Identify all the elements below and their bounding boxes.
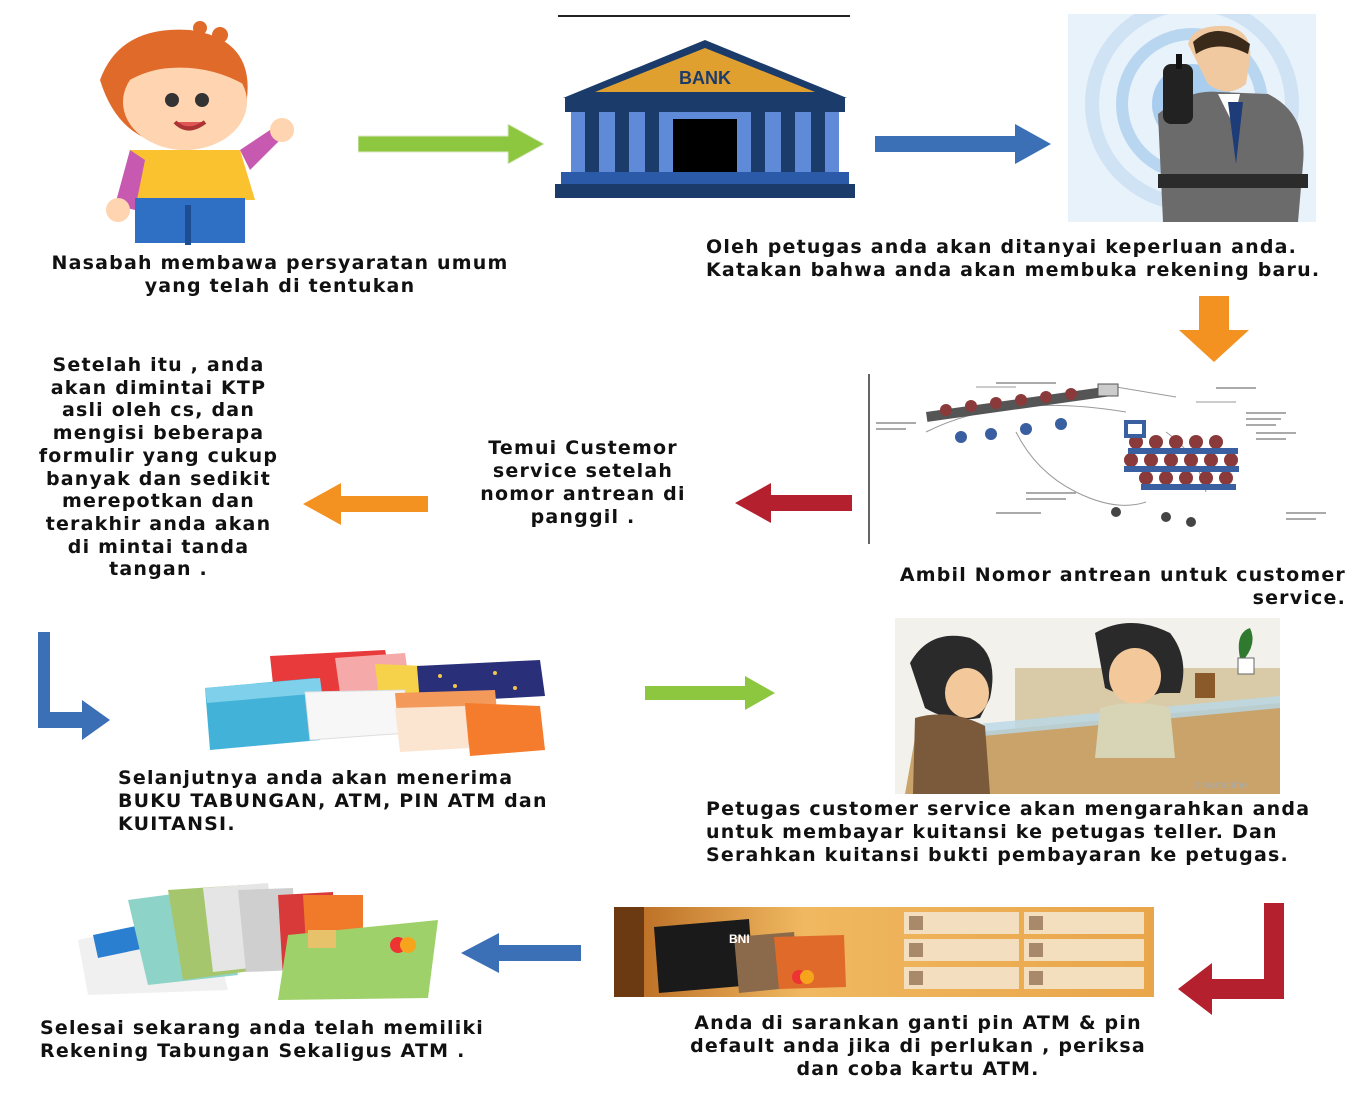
step3-caption: Ambil Nomor antrean untuk customer service. <box>899 564 1346 609</box>
passbooks-illustration <box>195 648 550 760</box>
step2-caption: Oleh petugas anda akan ditanyai keperluan anda. Katakan bahwa anda akan membuka rekening baru. <box>706 236 1321 281</box>
arrow-right-green-1 <box>358 124 544 164</box>
watermark-text: dreamstime <box>1195 780 1248 791</box>
step8-caption: Anda di sarankan ganti pin ATM & pin default anda jika di perlukan , periksa dan coba kartu ATM. <box>690 1012 1146 1080</box>
security-guard-illustration <box>1068 14 1316 222</box>
arrow-elbow-red <box>1178 903 1284 1015</box>
step5-caption: Setelah itu , anda akan dimintai KTP asli oleh cs, dan mengisi beberapa formulir yang cukup banyak dan sedikit merepotkan dan terakhir anda akan di mintai tanda tangan . <box>38 354 279 581</box>
bank-illustration <box>555 14 855 206</box>
queue-diagram-illustration <box>866 372 1336 547</box>
step9-caption: Selesai sekarang anda telah memiliki Rekening Tabungan Sekaligus ATM . <box>40 1017 485 1062</box>
step4-caption: Temui Custemor service setelah nomor antrean di panggil . <box>480 437 686 528</box>
arrow-left-blue <box>461 933 581 973</box>
arrow-right-green-2 <box>645 676 775 710</box>
step7-caption: Petugas customer service akan mengarahkan anda untuk membayar kuitansi ke petugas teller. Dan Serahkan kuitansi bukti pembayaran ke petugas. <box>706 798 1311 866</box>
child-illustration <box>60 20 330 250</box>
arrow-right-blue-1 <box>875 124 1051 164</box>
customer-service-illustration <box>895 618 1280 794</box>
bni-banner-illustration <box>614 907 1154 997</box>
arrow-left-orange <box>303 483 428 525</box>
step1-caption: Nasabah membawa persyaratan umum yang telah di tentukan <box>51 252 509 297</box>
arrow-left-red <box>735 483 852 523</box>
arrow-elbow-blue <box>38 632 110 740</box>
bni-logo-text: BNI <box>729 932 750 946</box>
arrow-down-orange <box>1179 296 1249 362</box>
step6-caption: Selanjutnya anda akan menerima BUKU TABUNGAN, ATM, PIN ATM dan KUITANSI. <box>118 767 548 835</box>
atm-cards-illustration <box>68 880 446 1005</box>
bank-sign-text: BANK <box>679 68 731 88</box>
